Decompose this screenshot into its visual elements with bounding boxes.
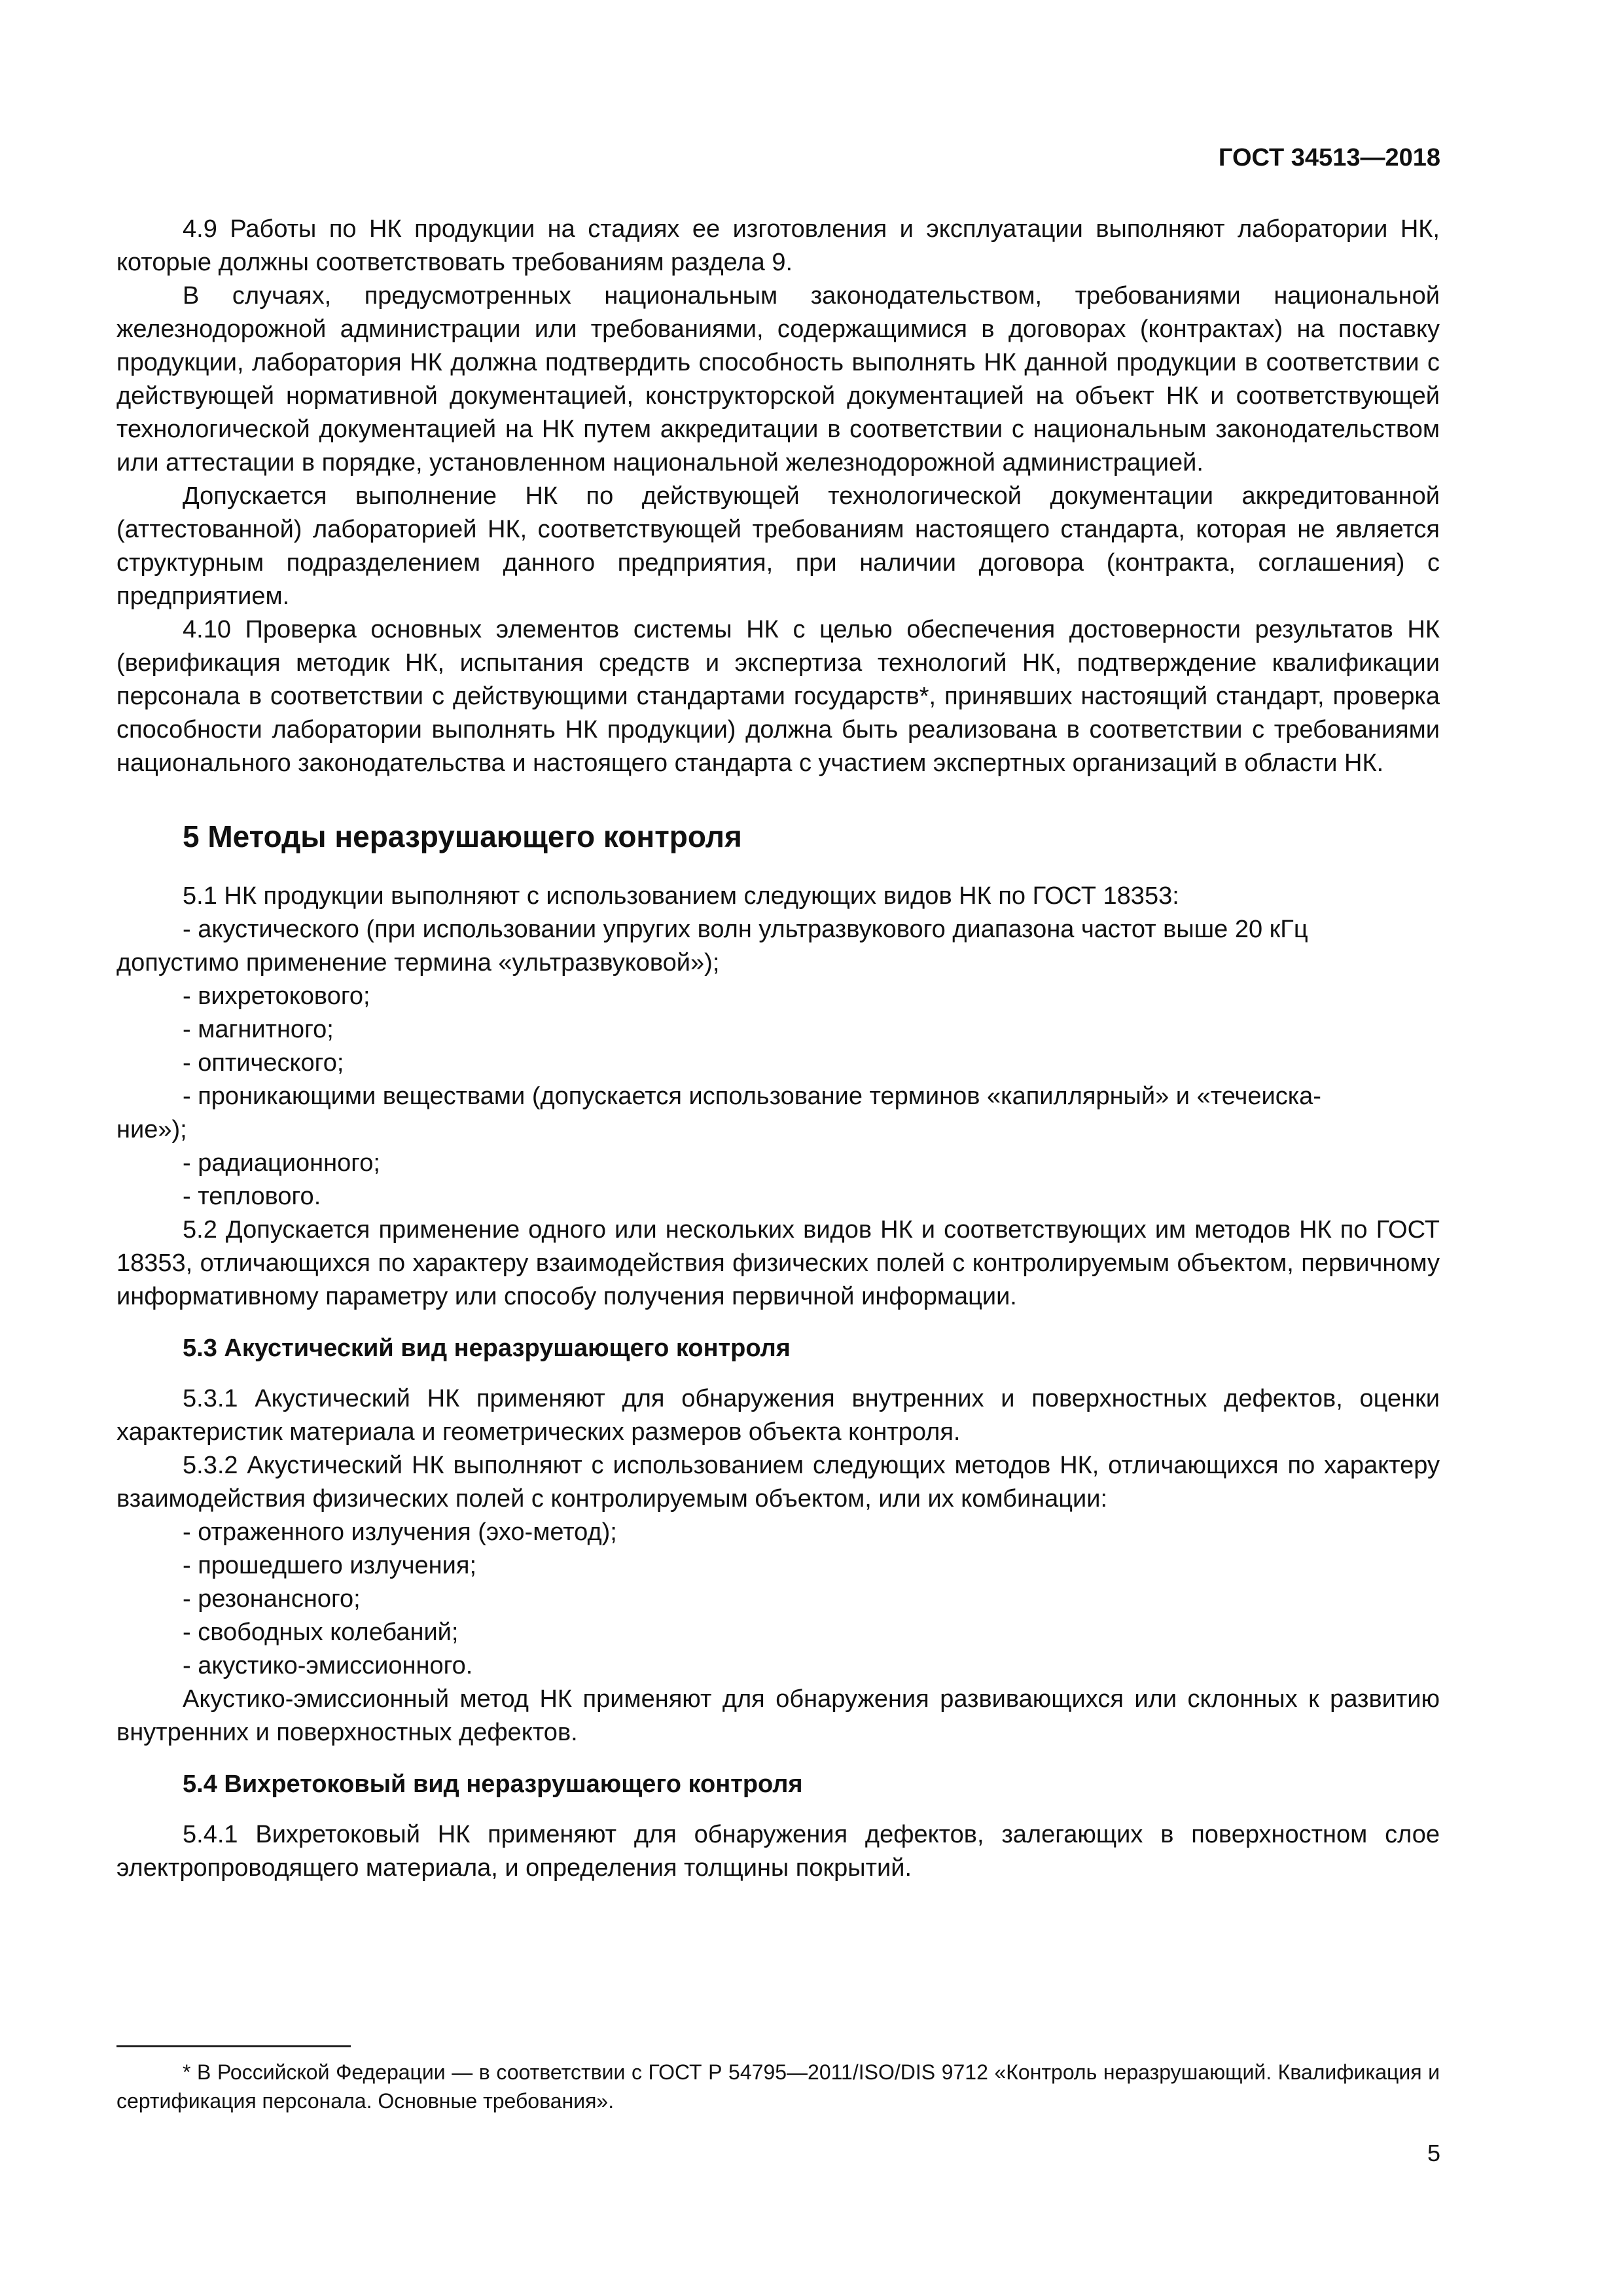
paragraph-5-3-2: 5.3.2 Акустический НК выполняют с использованием следующих методов НК, отличающихся по характеру взаимодействия физических полей с контролируемым объектом, или их комбинации: — [116, 1452, 1440, 1513]
paragraph-5-4-1: 5.4.1 Вихретоковый НК применяют для обнаружения дефектов, залегающих в поверхностном слое электропроводящего материала, и определения толщины покрытий. — [116, 1821, 1440, 1882]
section-5-4-heading: 5.4 Вихретоковый вид неразрушающего контроля — [183, 1770, 803, 1798]
list-item: - магнитного; — [183, 1016, 334, 1043]
paragraph-third-party-lab: Допускается выполнение НК по действующей технологической документации аккредитованной (аттестованной) лабораторией НК, соответствующей требованиям настоящего стандарта, которая не является структурным подразделением данного предприятия, при наличии договора (контракта, соглашения) с предприятием. — [116, 482, 1440, 610]
page-number: 5 — [1427, 2140, 1440, 2166]
document-code-header: ГОСТ 34513—2018 — [1218, 144, 1440, 171]
list-item-penetrant-continuation: ние»); — [116, 1116, 187, 1143]
list-item: - вихретокового; — [183, 982, 370, 1010]
list-item: - прошедшего излучения; — [183, 1552, 477, 1579]
footnote: * В Российской Федерации — в соответствии с ГОСТ Р 54795—2011/ISO/DIS 9712 «Контроль неразрушающий. Квалификация и сертификация персонала. Основные требования». — [116, 2060, 1440, 2113]
list-item: - теплового. — [183, 1183, 321, 1210]
paragraph-acoustic-emission: Акустико-эмиссионный метод НК применяют для обнаружения развивающихся или склонных к развитию внутренних и поверхностных дефектов. — [116, 1685, 1440, 1746]
list-item: - радиационного; — [183, 1149, 380, 1177]
list-item: - отраженного излучения (эхо-метод); — [183, 1518, 617, 1546]
paragraph-5-2: 5.2 Допускается применение одного или нескольких видов НК и соответствующих им методов НК по ГОСТ 18353, отличающихся по характеру взаимодействия физических полей с контролируемым объектом, первичному информативному параметру или способу получения первичной информации. — [116, 1216, 1440, 1310]
list-item-acoustic: - акустического (при использовании упругих волн ультразвукового диапазона частот выше 20 кГц — [183, 916, 1308, 943]
list-item: - акустико-эмиссионного. — [183, 1652, 473, 1679]
paragraph-4-10: 4.10 Проверка основных элементов системы НК с целью обеспечения достоверности результатов НК (верификация методик НК, испытания средств и экспертиза технологий НК, подтверждение квалификации персонала в соответствии с действующими стандартами государств*, принявших настоящий стандарт, проверка способности лаборатории выполнять НК продукции) должна быть реализована в соответствии с требованиями национального законодательства и настоящего стандарта с участием экспертных организаций в области НК. — [116, 616, 1440, 777]
list-item: - резонансного; — [183, 1585, 361, 1613]
list-item: - свободных колебаний; — [183, 1619, 459, 1646]
section-5-heading: 5 Методы неразрушающего контроля — [183, 819, 742, 853]
list-item-penetrant: - проникающими веществами (допускается использование терминов «капиллярный» и «течеиска- — [183, 1083, 1321, 1110]
section-5-3-heading: 5.3 Акустический вид неразрушающего контроля — [183, 1335, 791, 1362]
list-item-acoustic-continuation: допустимо применение термина «ультразвуковой»); — [116, 949, 720, 977]
paragraph-4-9: 4.9 Работы по НК продукции на стадиях ее изготовления и эксплуатации выполняют лаборатории НК, которые должны соответствовать требованиям раздела 9. — [116, 215, 1440, 276]
page-body — [116, 213, 1440, 1885]
paragraph-accreditation: В случаях, предусмотренных национальным законодательством, требованиями национальной железнодорожной администрации или требованиями, содержащимися в договорах (контрактах) на поставку продукции, лаборатория НК должна подтвердить способность выполнять НК данной продукции в соответствии с действующей нормативной документацией, конструкторской документацией на объект НК и соответствующей технологической документацией на НК путем аккредитации в соответствии с национальным законодательством или аттестации в порядке, установленном национальной железнодорожной администрацией. — [116, 282, 1440, 476]
paragraph-5-1: 5.1 НК продукции выполняют с использованием следующих видов НК по ГОСТ 18353: — [183, 882, 1179, 910]
paragraph-5-3-1: 5.3.1 Акустический НК применяют для обнаружения внутренних и поверхностных дефектов, оценки характеристик материала и геометрических размеров объекта контроля. — [116, 1385, 1440, 1446]
footnote-divider — [116, 2045, 351, 2047]
list-item: - оптического; — [183, 1049, 344, 1077]
